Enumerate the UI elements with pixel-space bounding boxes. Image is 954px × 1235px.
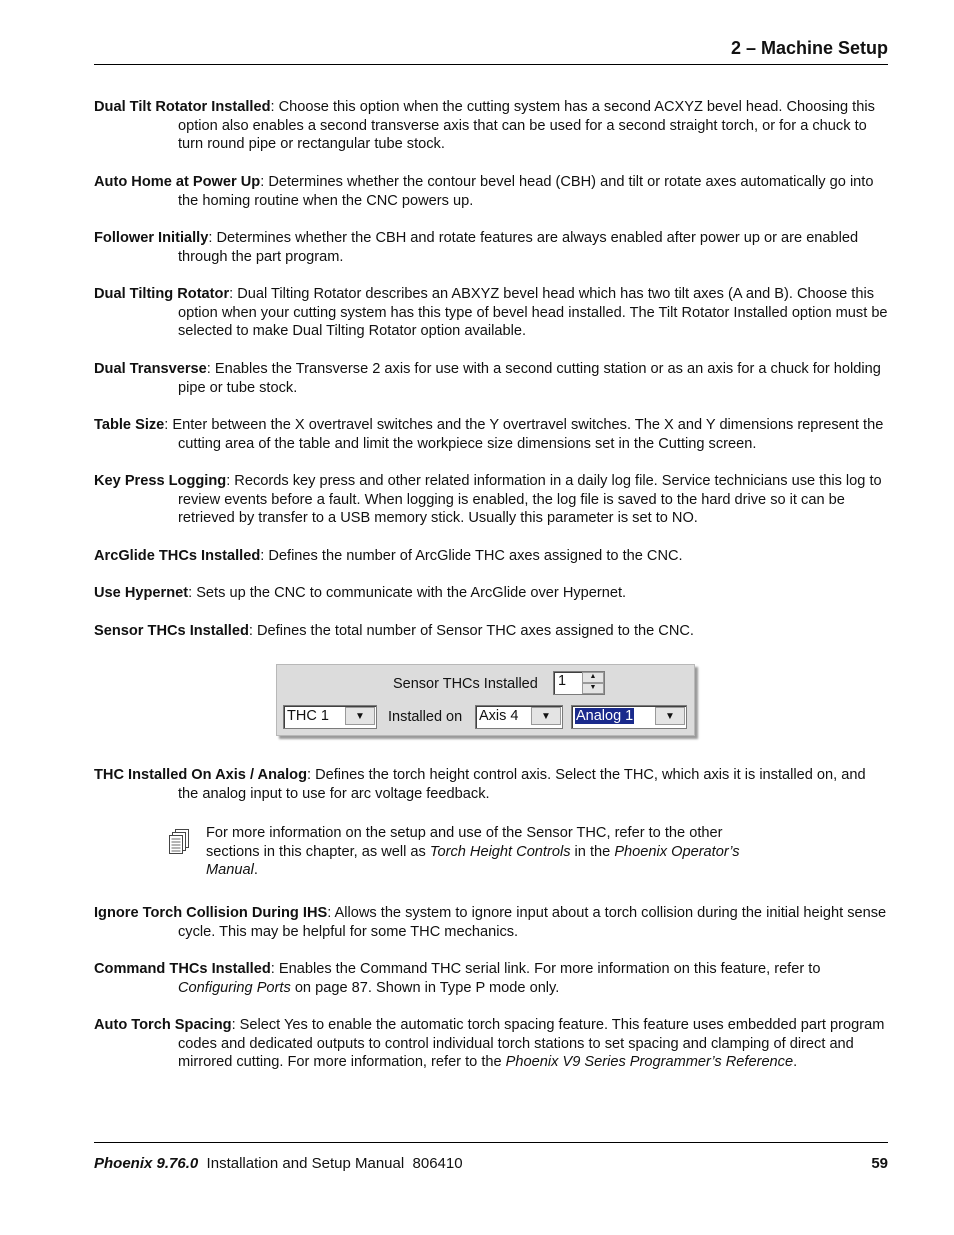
entry-term: Command THCs Installed	[94, 961, 271, 977]
entry-term: Table Size	[94, 417, 165, 433]
thc-select[interactable]	[283, 705, 377, 729]
entry-term: Auto Torch Spacing	[94, 1017, 232, 1033]
note-text-part: .	[253, 862, 258, 879]
entry-dual-transverse	[94, 360, 888, 397]
footer-manual: Installation and Setup Manual 806410	[198, 1155, 463, 1172]
note-text	[206, 824, 766, 880]
entry-arcglide-thcs	[94, 547, 888, 566]
sensor-thcs-spinner[interactable]	[553, 671, 605, 695]
entry-table-size	[94, 416, 888, 453]
axis-select[interactable]	[475, 705, 563, 729]
note-pages-icon	[169, 829, 191, 855]
analog-select-value: Analog 1	[576, 708, 634, 724]
entry-term: Dual Transverse	[94, 361, 207, 377]
entry-text: : Choose this option when the cutting system has a second ACXYZ bevel head. Choosing this option also enables a second transverse axis that can be used for a second straight torch, or for a chuck to turn round pipe or rectangular tube stock.	[178, 99, 875, 153]
entry-text: : Enables the Command THC serial link. For more information on this feature, refer to	[270, 961, 821, 977]
entry-text: : Sets up the CNC to communicate with the ArcGlide over Hypernet.	[188, 585, 627, 601]
entry-text: .	[793, 1054, 798, 1071]
entry-term: Dual Tilt Rotator Installed	[94, 99, 271, 115]
chevron-down-icon[interactable]: ▼	[531, 707, 561, 725]
entry-dual-tilting-rotator	[94, 285, 888, 341]
entry-sensor-thcs	[94, 622, 888, 641]
entry-term: ArcGlide THCs Installed	[94, 548, 261, 564]
note-reference: Phoenix Operator’s Manual	[206, 843, 740, 879]
installed-on-label: Installed on	[388, 709, 463, 725]
entry-text: : Enter between the X overtravel switches and the Y overtravel switches. The X and Y dimensions represent the cutting area of the table and limit the workpiece size dimensions set in the Cutting screen.	[164, 417, 884, 452]
entry-term: Ignore Torch Collision During IHS	[94, 905, 328, 921]
note-text-part: in the	[570, 843, 615, 860]
spin-down-icon[interactable]: ▼	[582, 683, 604, 694]
entry-key-press-logging	[94, 472, 888, 528]
entry-follower-initially	[94, 229, 888, 266]
entry-text: : Defines the total number of Sensor THC axes assigned to the CNC.	[248, 623, 694, 639]
spin-up-icon[interactable]: ▲	[582, 672, 604, 683]
entry-text: : Defines the torch height control axis. Select the THC, which axis it is installed on, and the analog input to use for arc voltage feedback.	[178, 767, 866, 802]
page-number: 59	[871, 1155, 888, 1172]
entry-term: THC Installed On Axis / Analog	[94, 767, 307, 783]
entry-auto-home	[94, 173, 888, 210]
entry-text: : Determines whether the contour bevel head (CBH) and tilt or rotate axes automatically go into the homing routine when the CNC powers up.	[178, 174, 874, 209]
entry-auto-torch-spacing	[94, 1016, 888, 1072]
entry-thc-installed-on-axis	[94, 766, 888, 803]
entry-term: Dual Tilting Rotator	[94, 286, 230, 302]
thc-select-value: THC 1	[287, 708, 329, 724]
entry-term: Auto Home at Power Up	[94, 174, 261, 190]
entry-term: Follower Initially	[94, 230, 209, 246]
note-reference: Torch Height Controls	[429, 843, 571, 860]
entry-text: on page 87. Shown in Type P mode only.	[290, 979, 560, 996]
entry-term: Use Hypernet	[94, 585, 189, 601]
entry-text: : Enables the Transverse 2 axis for use with a second cutting station or as an axis for a chuck for holding pipe or tube stock.	[178, 361, 881, 396]
entry-reference: Phoenix V9 Series Programmer’s Reference	[505, 1054, 794, 1071]
spinner-value: 1	[558, 673, 567, 689]
section-title: 2 – Machine Setup	[730, 38, 888, 58]
entry-term: Sensor THCs Installed	[94, 623, 249, 639]
entry-text: : Defines the number of ArcGlide THC axes assigned to the CNC.	[260, 548, 683, 564]
entry-text: : Dual Tilting Rotator describes an ABXYZ bevel head which has two tilt axes (A and B). Choose this option when your cutting system has this type of bevel head installed. The Tilt Rotator Installed option must be selected to make Dual Tilting Rotator option available.	[178, 286, 888, 340]
entry-command-thcs	[94, 960, 888, 997]
entry-dual-tilt-rotator	[94, 98, 888, 154]
entry-term: Key Press Logging	[94, 473, 227, 489]
analog-select[interactable]	[571, 705, 687, 729]
footer-product: Phoenix 9.76.0	[94, 1155, 199, 1172]
page-header	[94, 36, 888, 65]
entry-ignore-torch-collision	[94, 904, 888, 941]
entry-text: : Records key press and other related information in a daily log file. Service technicians use this log to review events before a fault. When logging is enabled, the log file is saved to the hard drive so it can be retrieved by transfer to a USB memory stick. Usually this parameter is set to NO.	[178, 473, 882, 527]
axis-select-value: Axis 4	[479, 708, 519, 724]
entry-reference: Configuring Ports	[178, 979, 291, 996]
entry-use-hypernet	[94, 584, 888, 603]
footer-divider	[94, 1142, 888, 1143]
entry-text: : Select Yes to enable the automatic torch spacing feature. This feature uses embedded part program codes and dedicated outputs to control individual torch stations to set spacing and clamping of direct and mirrored cutting. For more information, refer to the	[178, 1017, 885, 1071]
note-text-part: For more information on the setup and use of the Sensor THC, refer to the other sections in this chapter, as well as	[206, 825, 723, 860]
entry-text: : Determines whether the CBH and rotate features are always enabled after power up or are enabled through the part program.	[178, 230, 859, 265]
entry-text: : Allows the system to ignore input about a torch collision during the initial height sense cycle. This may be helpful for some THC mechanics.	[178, 905, 887, 940]
chevron-down-icon[interactable]: ▼	[655, 707, 685, 725]
sensor-thcs-label: Sensor THCs Installed	[393, 676, 538, 692]
thc-settings-dialog	[276, 664, 695, 736]
chevron-down-icon[interactable]: ▼	[345, 707, 375, 725]
page-footer	[94, 1155, 888, 1172]
